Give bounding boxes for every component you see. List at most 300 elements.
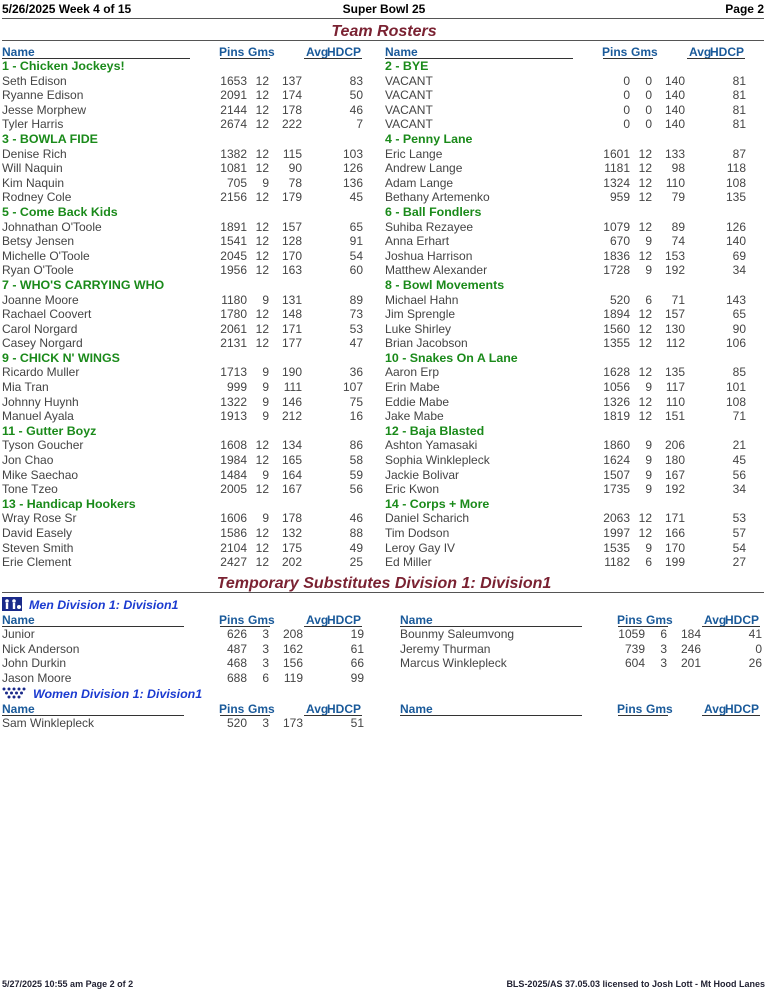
bowler-games: 12 — [255, 555, 269, 570]
column-header-underline — [702, 715, 760, 716]
roster-right-column — [385, 45, 765, 570]
bowler-average: 192 — [664, 263, 685, 278]
bowler-pins: 1606 — [220, 511, 247, 526]
bowler-name: Johnny Huynh — [2, 394, 79, 409]
bowler-row — [2, 642, 382, 657]
women-substitutes-title: Women Division 1: Division1 — [33, 687, 203, 701]
name-column-header: Name — [2, 613, 35, 627]
bowler-name: Erie Clement — [2, 555, 72, 570]
name-column-header: Name — [400, 613, 433, 627]
bowler-row — [400, 656, 768, 671]
bowler-handicap: 108 — [725, 175, 746, 190]
bowler-name: Aaron Erp — [385, 365, 440, 380]
bowler-games: 9 — [645, 234, 652, 249]
team-name: 7 - WHO'S CARRYING WHO — [2, 277, 165, 292]
bowler-name: Rachael Coovert — [2, 307, 92, 322]
bowler-name: John Durkin — [2, 656, 67, 671]
bowler-row — [2, 438, 382, 453]
bowler-row — [2, 88, 382, 103]
average-column-header: Avg — [306, 45, 329, 59]
bowler-average: 206 — [664, 438, 685, 453]
bowler-handicap: 83 — [349, 73, 363, 88]
bowler-games: 9 — [262, 365, 269, 380]
bowler-games: 12 — [638, 526, 652, 540]
handicap-column-header: HDCP — [710, 45, 745, 59]
bowler-games: 12 — [638, 409, 652, 424]
bowler-average: 140 — [664, 102, 685, 117]
bowler-row — [385, 365, 765, 380]
bowler-average: 151 — [664, 409, 685, 424]
bowler-row — [2, 322, 382, 337]
bowler-row — [385, 176, 765, 191]
bowler-pins: 487 — [226, 641, 247, 656]
bowler-games: 6 — [645, 292, 652, 307]
team-name: 3 - BOWLA FIDE — [2, 131, 98, 146]
bowler-average: 115 — [282, 146, 302, 161]
bowler-handicap: 81 — [732, 88, 746, 103]
substitutes-title: Temporary Substitutes Division 1: Division1 — [216, 575, 552, 592]
bowler-name: VACANT — [385, 117, 433, 132]
team-name: 8 - Bowl Movements — [385, 277, 505, 292]
bowler-row — [385, 336, 765, 351]
bowler-name: Manuel Ayala — [2, 409, 74, 424]
bowler-name: Adam Lange — [385, 175, 454, 190]
bowler-handicap: 58 — [349, 453, 363, 468]
bowler-handicap: 75 — [349, 394, 363, 409]
bowler-handicap: 136 — [342, 175, 363, 190]
bowler-games: 12 — [255, 146, 269, 161]
bowler-handicap: 34 — [732, 263, 746, 278]
bowler-pins: 1180 — [221, 292, 247, 307]
team-name: 4 - Penny Lane — [385, 131, 473, 146]
bowler-average: 171 — [281, 321, 302, 336]
bowler-name: Bethany Artemenko — [385, 190, 490, 205]
bowler-games: 12 — [638, 365, 652, 380]
bowler-games: 12 — [255, 482, 269, 497]
bowler-name: Sam Winklepleck — [2, 716, 95, 730]
bowler-games: 3 — [660, 656, 667, 671]
bowler-games: 12 — [255, 102, 269, 117]
handicap-column-header: HDCP — [327, 613, 362, 627]
bowler-handicap: 0 — [755, 641, 762, 656]
bowler-games: 12 — [255, 88, 269, 103]
bowler-row — [385, 555, 765, 570]
bowler-handicap: 87 — [732, 146, 746, 161]
bowler-average: 177 — [281, 336, 302, 351]
bowler-handicap: 126 — [342, 161, 363, 176]
bowler-row — [385, 380, 765, 395]
bowler-games: 6 — [645, 555, 652, 570]
bowler-handicap: 57 — [732, 526, 746, 540]
women-substitutes-right — [400, 702, 768, 716]
handicap-column-header: HDCP — [725, 702, 760, 716]
bowler-name: Rodney Cole — [2, 190, 72, 205]
bowler-handicap: 103 — [342, 146, 363, 161]
bowler-name: Jim Sprengle — [385, 307, 456, 322]
bowler-average: 164 — [281, 467, 302, 482]
bowler-handicap: 59 — [349, 467, 363, 482]
bowler-row — [2, 234, 382, 249]
bowler-pins: 2674 — [220, 117, 247, 132]
games-column-header: Gms — [248, 45, 275, 59]
bowler-pins: 2061 — [220, 321, 247, 336]
bowler-row — [2, 220, 382, 235]
bowler-average: 178 — [281, 102, 302, 117]
bowler-row — [2, 365, 382, 380]
bowler-row — [385, 395, 765, 410]
bowler-name: Daniel Scharich — [385, 511, 470, 526]
bowler-handicap: 90 — [732, 321, 746, 336]
bowler-handicap: 50 — [349, 88, 363, 103]
bowler-row — [385, 526, 765, 541]
bowler-games: 3 — [660, 641, 667, 656]
pins-column-header: Pins — [617, 702, 643, 716]
bowler-row — [2, 555, 382, 570]
men-substitutes-left — [2, 613, 382, 685]
bowler-row — [400, 627, 768, 642]
team-name: 2 - BYE — [385, 59, 429, 73]
bowler-handicap: 140 — [725, 234, 746, 249]
bowler-name: Kim Naquin — [2, 175, 65, 190]
bowler-games: 9 — [645, 263, 652, 278]
pins-column-header: Pins — [617, 613, 643, 627]
bowler-name: Jon Chao — [2, 453, 54, 468]
bowler-name: Mia Tran — [2, 380, 49, 395]
bowler-pins: 1322 — [220, 394, 247, 409]
bowler-handicap: 126 — [725, 219, 746, 234]
bowler-handicap: 118 — [726, 161, 746, 176]
bowler-name: Jake Mabe — [385, 409, 444, 424]
bowler-row — [385, 511, 765, 526]
bowler-row — [2, 74, 382, 89]
column-header-underline — [304, 58, 362, 59]
bowler-average: 171 — [664, 511, 685, 526]
bowler-row — [2, 380, 382, 395]
bowler-name: Eric Lange — [385, 146, 443, 161]
bowler-average: 167 — [664, 467, 685, 482]
bowler-handicap: 47 — [349, 336, 363, 351]
bowler-pins: 1608 — [220, 438, 247, 453]
bowler-average: 74 — [671, 234, 685, 249]
handicap-column-header: HDCP — [327, 45, 362, 59]
bowler-average: 170 — [281, 248, 302, 263]
bowler-pins: 739 — [624, 641, 645, 656]
bowler-name: Denise Rich — [2, 146, 67, 161]
bowler-handicap: 45 — [732, 453, 746, 468]
bowler-average: 78 — [288, 175, 302, 190]
bowler-average: 71 — [671, 292, 685, 307]
bowler-name: Nick Anderson — [2, 641, 80, 656]
bowler-average: 156 — [282, 656, 303, 671]
bowler-pins: 1713 — [220, 365, 247, 380]
bowler-row — [385, 438, 765, 453]
bowler-pins: 1181 — [604, 161, 630, 176]
bowler-pins: 0 — [623, 117, 630, 132]
substitutes-title-rule — [2, 592, 764, 593]
bowler-pins: 999 — [226, 380, 247, 395]
bowler-row — [2, 716, 382, 731]
bowler-name: Michelle O'Toole — [2, 248, 90, 263]
bowler-games: 12 — [255, 73, 269, 88]
bowler-row — [2, 656, 382, 671]
bowler-pins: 2045 — [220, 248, 247, 263]
bowler-row — [2, 671, 382, 686]
bowler-average: 199 — [664, 555, 685, 570]
bowler-pins: 626 — [226, 627, 247, 641]
bowler-row — [2, 541, 382, 556]
bowler-average: 174 — [281, 88, 302, 103]
bowler-pins: 1507 — [603, 467, 630, 482]
bowler-games: 3 — [262, 716, 269, 730]
bowler-handicap: 69 — [732, 248, 746, 263]
bowler-average: 79 — [671, 190, 685, 205]
bowler-row — [2, 482, 382, 497]
bowler-games: 0 — [645, 73, 652, 88]
bowler-row — [385, 147, 765, 162]
column-header-row — [400, 702, 768, 716]
bowler-average: 157 — [664, 307, 685, 322]
bowler-handicap: 101 — [725, 380, 746, 395]
bowler-row — [2, 176, 382, 191]
bowler-row — [2, 161, 382, 176]
bowler-name: Joshua Harrison — [385, 248, 473, 263]
bowler-row — [2, 468, 382, 483]
bowler-row — [385, 103, 765, 118]
bowler-games: 12 — [638, 190, 652, 205]
bowler-average: 166 — [664, 526, 685, 540]
bowler-pins: 1997 — [603, 526, 630, 540]
team-name: 12 - Baja Blasted — [385, 423, 485, 438]
bowler-name: Seth Edison — [2, 73, 67, 88]
bowler-handicap: 41 — [748, 627, 762, 641]
bowler-pins: 1484 — [220, 467, 247, 482]
bowler-name: Carol Norgard — [2, 321, 78, 336]
bowler-handicap: 88 — [349, 526, 363, 540]
bowler-row — [385, 293, 765, 308]
team-name: 14 - Corps + More — [385, 496, 490, 511]
bowler-handicap: 25 — [349, 555, 363, 570]
bowler-pins: 1894 — [603, 307, 630, 322]
name-column-header: Name — [2, 45, 35, 59]
bowler-handicap: 49 — [349, 540, 363, 555]
bowler-games: 12 — [255, 453, 269, 468]
bowler-name: Jeremy Thurman — [400, 641, 491, 656]
bowler-pins: 1836 — [603, 248, 630, 263]
bowler-average: 98 — [671, 161, 685, 176]
bowler-handicap: 71 — [732, 409, 746, 424]
bowler-average: 179 — [281, 190, 302, 205]
bowler-name: Michael Hahn — [385, 292, 459, 307]
bowler-games: 12 — [255, 336, 269, 351]
women-substitutes-left — [2, 702, 382, 731]
bowler-name: Tone Tzeo — [2, 482, 58, 497]
bowler-games: 12 — [638, 175, 652, 190]
bowler-name: Ricardo Muller — [2, 365, 80, 380]
bowler-games: 0 — [645, 117, 652, 132]
bowler-name: Betsy Jensen — [2, 234, 75, 249]
bowler-average: 146 — [281, 394, 302, 409]
bowler-handicap: 51 — [350, 716, 364, 730]
bowler-handicap: 106 — [725, 336, 746, 351]
pins-column-header: Pins — [219, 702, 245, 716]
bowler-pins: 1780 — [220, 307, 247, 322]
bowler-average: 165 — [281, 453, 302, 468]
bowler-pins: 1860 — [603, 438, 630, 453]
bowler-row — [385, 234, 765, 249]
team-name: 6 - Ball Fondlers — [385, 204, 482, 219]
bowler-games: 9 — [262, 467, 269, 482]
column-header-row — [2, 613, 382, 627]
bowler-pins: 1324 — [603, 175, 630, 190]
bowler-average: 162 — [282, 641, 303, 656]
bowler-row — [385, 307, 765, 322]
bowler-name: Casey Norgard — [2, 336, 83, 351]
bowler-row — [2, 103, 382, 118]
bowler-name: VACANT — [385, 102, 433, 117]
bowler-row — [2, 395, 382, 410]
bowler-games: 12 — [255, 117, 269, 132]
bowler-name: David Easely — [2, 526, 73, 540]
bowler-average: 202 — [281, 555, 302, 570]
handicap-column-header: HDCP — [725, 613, 760, 627]
bowler-games: 12 — [255, 234, 269, 249]
bowler-pins: 1628 — [603, 365, 630, 380]
bowler-handicap: 56 — [732, 467, 746, 482]
bowler-games: 9 — [262, 394, 269, 409]
column-header-underline — [2, 58, 190, 59]
bowler-handicap: 60 — [349, 263, 363, 278]
bowler-pins: 1891 — [220, 219, 247, 234]
bowler-handicap: 54 — [349, 248, 363, 263]
bowler-row — [2, 249, 382, 264]
bowler-name: Will Naquin — [2, 161, 63, 176]
bowler-pins: 520 — [226, 716, 247, 730]
bowler-name: Sophia Winklepleck — [385, 453, 490, 468]
bowler-average: 137 — [281, 73, 302, 88]
bowler-name: Bounmy Saleumvong — [400, 627, 515, 641]
bowler-name: Suhiba Rezayee — [385, 219, 474, 234]
bowler-name: Tyler Harris — [2, 117, 64, 132]
bowler-name: Tyson Goucher — [2, 438, 84, 453]
report-date-week: 5/26/2025 Week 4 of 15 — [2, 2, 132, 16]
bowler-name: Ashton Yamasaki — [385, 438, 478, 453]
column-header-row — [2, 45, 382, 59]
bowler-average: 167 — [281, 482, 302, 497]
bowler-average: 163 — [281, 263, 302, 278]
bowler-games: 12 — [255, 248, 269, 263]
bowler-average: 110 — [665, 175, 685, 190]
header-rule — [2, 18, 764, 19]
average-column-header: Avg — [689, 45, 712, 59]
bowler-average: 117 — [665, 380, 685, 395]
bowler-row — [385, 409, 765, 424]
column-header-underline — [618, 715, 668, 716]
bowler-handicap: 99 — [350, 670, 364, 685]
bowler-average: 135 — [664, 365, 685, 380]
bowler-row — [385, 117, 765, 132]
bowler-handicap: 27 — [732, 555, 746, 570]
bowler-average: 192 — [664, 482, 685, 497]
bowler-games: 12 — [255, 438, 269, 453]
bowler-average: 170 — [664, 540, 685, 555]
bowler-games: 12 — [255, 263, 269, 278]
handicap-column-header: HDCP — [327, 702, 362, 716]
bowler-name: Jason Moore — [2, 670, 72, 685]
bowler-average: 157 — [281, 219, 302, 234]
bowler-pins: 688 — [226, 670, 247, 685]
bowler-handicap: 108 — [725, 394, 746, 409]
bowler-games: 12 — [638, 511, 652, 526]
bowler-games: 12 — [638, 161, 652, 176]
bowler-row — [385, 190, 765, 205]
bowler-handicap: 21 — [732, 438, 746, 453]
bowler-name: VACANT — [385, 73, 433, 88]
bowler-games: 3 — [262, 641, 269, 656]
bowler-name: Junior — [2, 627, 35, 641]
bowler-handicap: 56 — [349, 482, 363, 497]
bowler-pins: 0 — [623, 88, 630, 103]
league-name: Super Bowl 25 — [342, 2, 426, 16]
bowler-pins: 1081 — [220, 161, 247, 176]
bowler-name: Andrew Lange — [385, 161, 463, 176]
bowler-row — [2, 511, 382, 526]
bowler-row — [2, 117, 382, 132]
team-name: 10 - Snakes On A Lane — [385, 350, 518, 365]
bowler-name: Ed Miller — [385, 555, 432, 570]
bowler-average: 246 — [680, 641, 701, 656]
bowler-games: 12 — [638, 307, 652, 322]
bowler-handicap: 85 — [732, 365, 746, 380]
bowler-handicap: 46 — [349, 511, 363, 526]
bowler-average: 222 — [281, 117, 302, 132]
bowler-average: 140 — [664, 117, 685, 132]
bowler-handicap: 89 — [349, 292, 363, 307]
bowler-average: 201 — [680, 656, 701, 671]
bowler-average: 208 — [282, 627, 303, 641]
bowler-games: 0 — [645, 88, 652, 103]
bowler-games: 0 — [645, 102, 652, 117]
bowler-games: 6 — [660, 627, 667, 641]
bowler-average: 119 — [283, 670, 303, 685]
bowler-row — [2, 627, 382, 642]
bowler-average: 110 — [665, 394, 685, 409]
bowler-games: 9 — [262, 380, 269, 395]
team-name: 9 - CHICK N' WINGS — [2, 350, 120, 365]
bowler-handicap: 54 — [732, 540, 746, 555]
bowler-average: 132 — [281, 526, 302, 540]
column-header-underline — [400, 715, 582, 716]
bowler-pins: 1735 — [603, 482, 630, 497]
bowler-name: Mike Saechao — [2, 467, 79, 482]
bowler-games: 9 — [645, 380, 652, 395]
bowler-games: 9 — [262, 409, 269, 424]
bowler-pins: 2091 — [220, 88, 247, 103]
bowler-pins: 1056 — [603, 380, 630, 395]
bowler-name: Jesse Morphew — [2, 102, 87, 117]
bowler-name: Matthew Alexander — [385, 263, 488, 278]
roster-left-column — [2, 45, 382, 570]
print-timestamp: 5/27/2025 10:55 am Page 2 of 2 — [2, 979, 134, 989]
bowler-row — [385, 161, 765, 176]
bowler-games: 12 — [255, 219, 269, 234]
bowler-games: 9 — [262, 175, 269, 190]
bowler-handicap: 45 — [349, 190, 363, 205]
bowler-row — [2, 526, 382, 541]
bowler-pins: 1601 — [603, 146, 630, 161]
bowler-row — [2, 336, 382, 351]
pins-column-header: Pins — [219, 613, 245, 627]
bowler-row — [400, 642, 768, 657]
